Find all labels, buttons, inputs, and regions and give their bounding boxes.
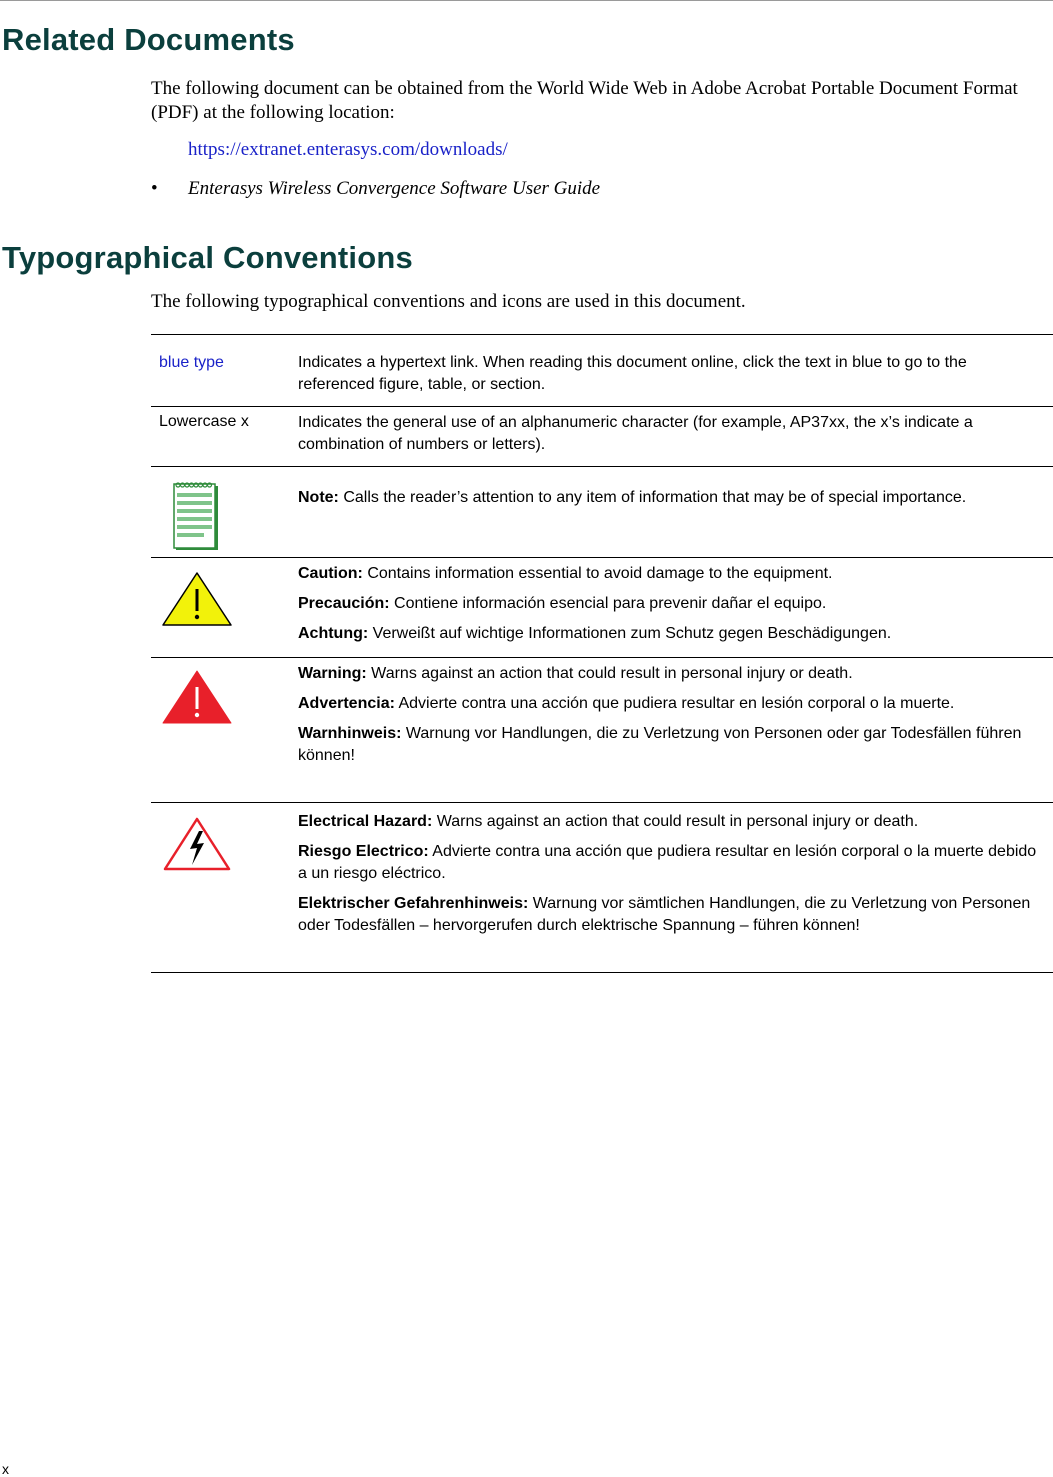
achtung-label: Achtung:	[298, 625, 369, 642]
convention-row-blue-type	[151, 335, 1053, 407]
advertencia-label: Advertencia:	[298, 695, 395, 712]
description-note	[298, 487, 1043, 517]
electrical-hazard-icon	[161, 815, 233, 878]
caution-icon	[161, 571, 233, 634]
precaucion-text: Contiene información esencial para prevenir dañar el equipo.	[389, 595, 827, 612]
convention-row-note	[151, 467, 1053, 558]
convention-row-electrical-hazard	[151, 803, 1053, 973]
riesgo-electrico-text: Advierte contra una acción que pudiera resultar en lesión corporal o la muerte debido a un riesgo eléctrico.	[298, 843, 1037, 882]
note-label: Note:	[298, 489, 339, 506]
elektrischer-gefahrenhinweis-text: Warnung vor sämtlichen Handlungen, die zu Verletzung von Personen oder Todesfällen – hervorgerufen durch elektrische Spannung – führen können!	[298, 895, 1031, 934]
precaucion-label: Precaución:	[298, 595, 390, 612]
related-intro-text: The following document can be obtained from the World Wide Web in Adobe Acrobat Portable Document Format (PDF) at the following location:	[151, 78, 1018, 123]
electrical-hazard-text: Warns against an action that could result in personal injury or death.	[432, 813, 919, 830]
description-electrical-hazard	[298, 811, 1043, 945]
note-icon	[173, 482, 221, 557]
downloads-link[interactable]: https://extranet.enterasys.com/downloads/	[188, 139, 508, 160]
caution-text: Contains information essential to avoid damage to the equipment.	[362, 565, 833, 582]
convention-row-caution	[151, 558, 1053, 658]
term-blue-type[interactable]: blue type	[159, 354, 224, 371]
convention-row-lowercase-x	[151, 407, 1053, 467]
achtung-text: Verweißt auf wichtige Informationen zum Schutz gegen Beschädigungen.	[368, 625, 892, 642]
riesgo-electrico-label: Riesgo Electrico:	[298, 843, 429, 860]
typographical-intro-text: The following typographical conventions and icons are used in this document.	[151, 291, 746, 312]
description-lowercase-x: Indicates the general use of an alphanumeric character (for example, AP37xx, the x’s indicate a combination of numbers or letters).	[298, 414, 973, 453]
description-caution	[298, 563, 1043, 653]
description-blue-type: Indicates a hypertext link. When reading this document online, click the text in blue to go to the referenced figure, table, or section.	[298, 354, 967, 393]
document-title: Enterasys Wireless Convergence Software User Guide	[188, 178, 601, 199]
page-number: x	[2, 1461, 9, 1477]
warning-label: Warning:	[298, 665, 367, 682]
warning-icon	[161, 669, 233, 732]
convention-row-warning	[151, 658, 1053, 803]
warning-text: Warns against an action that could result in personal injury or death.	[366, 665, 853, 682]
term-lowercase-x: Lowercase x	[159, 413, 249, 430]
caution-label: Caution:	[298, 565, 363, 582]
warnhinweis-text: Warnung vor Handlungen, die zu Verletzung von Personen oder gar Todesfällen führen können!	[298, 725, 1022, 764]
top-rule	[0, 0, 1053, 1]
electrical-hazard-label: Electrical Hazard:	[298, 813, 433, 830]
note-text: Calls the reader’s attention to any item of information that may be of special importance.	[338, 489, 967, 506]
section-heading-related-documents: Related Documents	[2, 22, 295, 57]
bullet: •	[151, 178, 158, 199]
section-heading-typographical-conventions: Typographical Conventions	[2, 240, 413, 275]
description-warning	[298, 663, 1043, 775]
warnhinweis-label: Warnhinweis:	[298, 725, 402, 742]
elektrischer-gefahrenhinweis-label: Elektrischer Gefahrenhinweis:	[298, 895, 529, 912]
advertencia-text: Advierte contra una acción que pudiera resultar en lesión corporal o la muerte.	[394, 695, 955, 712]
conventions-table	[151, 334, 1053, 973]
